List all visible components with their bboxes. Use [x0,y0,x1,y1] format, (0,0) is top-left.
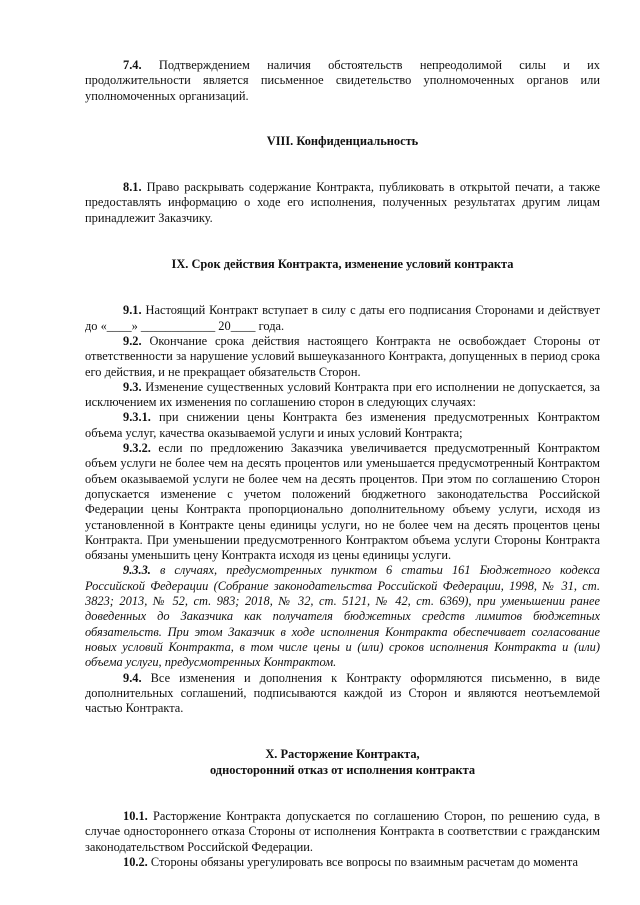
clause-number: 9.3.3. [123,563,151,578]
clause-text: Все изменения и дополнения к Контракту оформляются письменно, в виде дополнительных соглашений, подписываются каждой из Сторон и являются неотъемлемой частью Контракта. [85,670,600,716]
clause-text: Подтверждением наличия обстоятельств непреодолимой силы и их продолжительности является письменное свидетельство уполномоченных органов или уполномоченных организаций. [85,58,600,103]
clause-text: Стороны обязаны урегулировать все вопросы по взаимным расчетам до момента [150,854,578,869]
clause-number: 10.1. [123,808,148,823]
clause-number: 9.3.1. [123,410,151,425]
clause-9-2 [85,334,600,380]
heading-line-1: X. Расторжение Контракта, [265,747,420,762]
clause-text: Настоящий Контракт вступает в силу с даты его подписания Сторонами и действует до «____» ____________ 20____ года. [85,303,600,333]
section-heading-10 [85,747,600,778]
clause-text: если по предложению Заказчика увеличивается предусмотренный Контрактом объем услуги не более чем на десять процентов или уменьшается предусмотренный Контрактом объем оказываемой услуги не более чем на десять процентов. При этом по соглашению Сторон допускается изменение с учетом положений бюджетного законодательства Российской Федерации цены Контракта пропорционально дополнительному объему услуги, исходя из установленной в Контракте цены единицы услуги, но не более чем на десять процентов цены Контракта. При уменьшении предусмотренного Контрактом объема услуги Стороны Контракта обязаны уменьшить цену Контракта исходя из цены единицы услуги. [85,441,600,563]
clause-9-4 [85,671,600,717]
clause-7-4 [85,58,600,104]
heading-line-2: односторонний отказ от исполнения контракта [209,762,476,777]
clause-10-1 [85,809,600,855]
clause-number: 7.4. [123,58,142,72]
clause-text: Изменение существенных условий Контракта при его исполнении не допускается, за исключением их изменения по соглашению сторон в следующих случаях: [85,379,600,410]
clause-text: Расторжение Контракта допускается по соглашению Сторон, по решению суда, в случае одностороннего отказа Стороны от исполнения Контракта в соответствии с гражданским законодательством Российской Федерации. [85,808,600,854]
clause-9-3 [85,380,600,411]
clause-text: Окончание срока действия настоящего Контракта не освобождает Стороны от ответственности за нарушение условий вышеуказанного Контракта, допущенных в период срока его действия, и не прекращает обязательств Сторон. [85,333,600,379]
section-heading-8: VIII. Конфиденциальность [266,133,419,148]
clause-text: в случаях, предусмотренных пунктом 6 статьи 161 Бюджетного кодекса Российской Федерации (Собрание законодательства Российской Федерации, 1998, № 31, ст. 3823; 2013, № 52, ст. 983; 2018, № 32, ст. 5121, № 42, ст. 6369), при уменьшении ранее доведенных до Заказчика как получателя бюджетных средств лимитов бюджетных обязательств. При этом Заказчик в ходе исполнения Контракта обеспечивает согласование новых условий Контракта, в том числе цены и (или) сроков исполнения Контракта и (или) объема услуги, предусмотренных Контрактом. [85,563,600,670]
section-heading-9: IX. Срок действия Контракта, изменение условий контракта [171,257,514,272]
clause-number: 9.4. [123,670,142,685]
clause-number: 9.3. [123,379,142,394]
clause-8-1 [85,180,600,226]
clause-9-1 [85,303,600,334]
clause-number: 9.2. [123,333,142,348]
clause-10-2 [85,855,600,870]
clause-text: Право раскрывать содержание Контракта, публиковать в открытой печати, а также предоставлять информацию о ходе его исполнения, полученных результатах другим лицам принадлежит Заказчику. [85,180,600,225]
clause-number: 9.3.2. [123,441,151,456]
clause-number: 8.1. [123,180,142,195]
clause-9-3-1 [85,410,600,441]
clause-number: 10.2. [123,854,148,869]
clause-9-3-3 [85,563,600,670]
clause-9-3-2 [85,441,600,563]
clause-text: при снижении цены Контракта без изменения предусмотренных Контрактом объема услуг, качества оказываемой услуги и иных условий Контракта; [85,410,600,440]
clause-number: 9.1. [123,303,142,318]
